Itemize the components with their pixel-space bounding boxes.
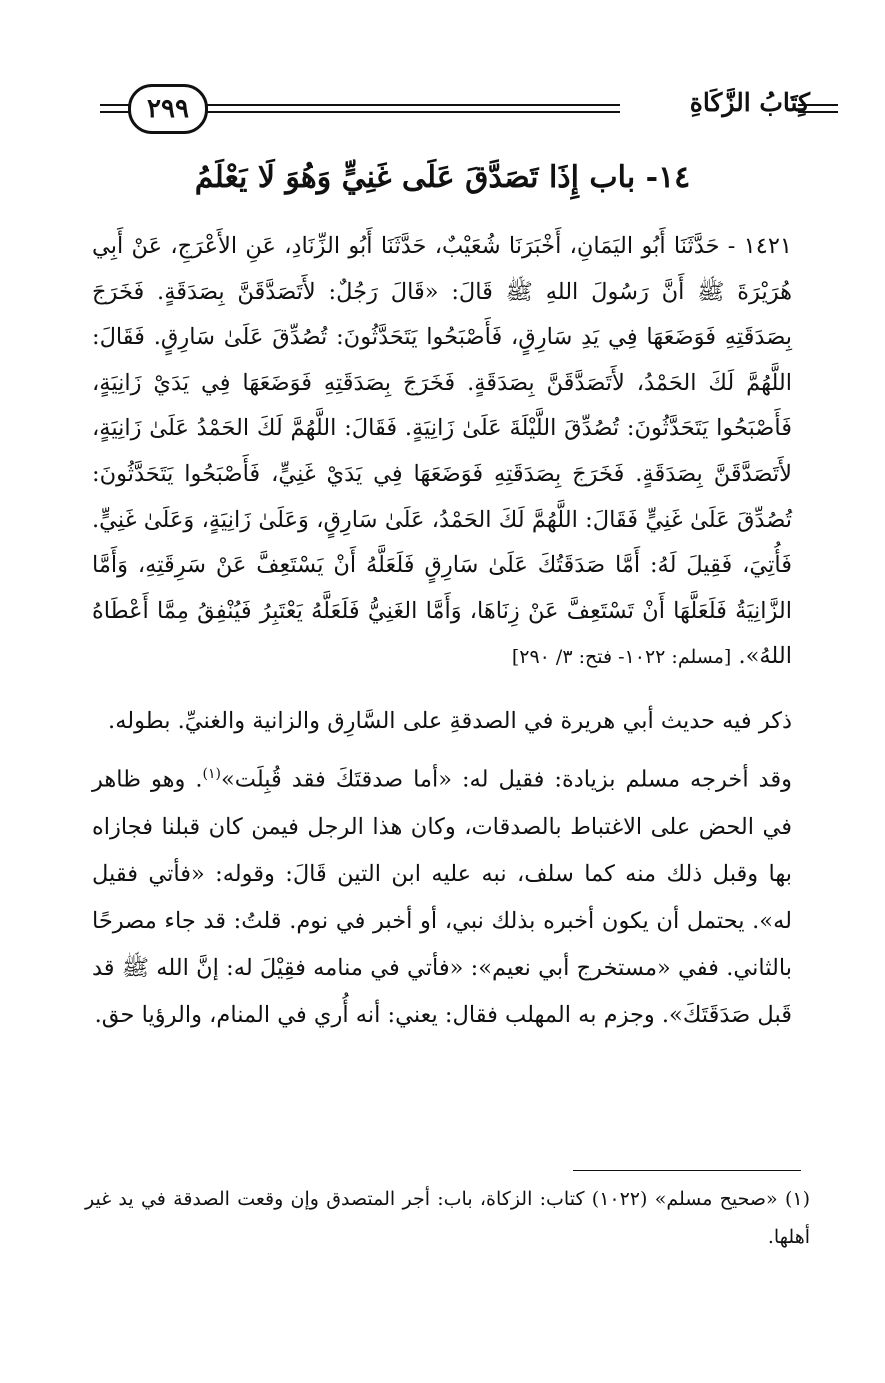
commentary-text: وقد أخرجه مسلم بزيادة: فقيل له: «أما صدقتَكَ فقد قُبِلَت» bbox=[220, 766, 792, 793]
commentary-text: . وهو ظاهر في الحض على الاغتباط بالصدقات، وكان هذا الرجل فيمن كان قبلنا فجازاه بها وقبل ذلك منه كما سلف، نبه عليه ابن التين قَالَ: وقوله: «فأتي فقيل له». يحتمل أن يكون أخبره بذلك نبي، أو أخبر في نوم. قلتُ: قد جاء مصرحًا بالثاني. ففي «مستخرج أبي نعيم»: «فأتي في منامه فقِيْلَ له: إنَّ الله ﷺ قد قَبل صَدَقَتَكَ». وجزم به المهلب فقال: يعني: أنه أُري في المنام، والرؤيا حق. bbox=[92, 766, 792, 1028]
page-number: ٢٩٩ bbox=[128, 84, 208, 134]
commentary-block bbox=[92, 698, 792, 1039]
hadith-reference: [مسلم: ١٠٢٢- فتح: ٣/ ٢٩٠] bbox=[511, 646, 732, 669]
header-rule bbox=[200, 104, 620, 113]
book-title: كِتَابُ الزَّكَاةِ bbox=[689, 88, 810, 117]
footnote-marker[interactable]: (١) bbox=[202, 766, 221, 782]
footnote bbox=[85, 1180, 810, 1256]
footnote-text: (١) «صحيح مسلم» (١٠٢٢) كتاب: الزكاة، باب: أجر المتصدق وإن وقعت الصدقة في يد غير أهلها. bbox=[85, 1188, 811, 1248]
footnote-separator bbox=[573, 1170, 801, 1171]
chapter-title: ١٤- باب إِذَا تَصَدَّقَ عَلَى غَنِيٍّ وَهُوَ لَا يَعْلَمُ bbox=[194, 160, 691, 195]
hadith-block bbox=[92, 224, 792, 681]
header-rule bbox=[100, 104, 130, 113]
commentary-paragraph: ذكر فيه حديث أبي هريرة في الصدقةِ على السَّارِق والزانية والغنيِّ. بطوله. bbox=[108, 708, 792, 734]
running-header bbox=[100, 82, 820, 134]
commentary-paragraph bbox=[92, 751, 792, 1039]
hadith-text: ١٤٢١ - حَدَّثَنَا أَبُو اليَمَانِ، أَخْبَرَنَا شُعَيْبٌ، حَدَّثَنَا أَبُو الزِّنَادِ، عَنِ الأَعْرَجِ، عَنْ أَبِي هُرَيْرَةَ ﷺ أَنَّ رَسُولَ اللهِ ﷺ قَالَ: «قَالَ رَجُلٌ: لأَتَصَدَّقَنَّ بِصَدَقَةٍ. فَخَرَجَ بِصَدَقَتِهِ فَوَضَعَهَا فِي يَدِ سَارِقٍ، فَأَصْبَحُوا يَتَحَدَّثُونَ: تُصُدِّقَ عَلَىٰ سَارِقٍ. فَقَالَ: اللَّهُمَّ لَكَ الحَمْدُ، لأَتَصَدَّقَنَّ بِصَدَقَةٍ. فَخَرَجَ بِصَدَقَتِهِ فَوَضَعَهَا فِي يَدَيْ زَانِيَةٍ، فَأَصْبَحُوا يَتَحَدَّثُونَ: تُصُدِّقَ اللَّيْلَةَ عَلَىٰ زَانِيَةٍ. فَقَالَ: اللَّهُمَّ لَكَ الحَمْدُ عَلَىٰ زَانِيَةٍ، لأَتَصَدَّقَنَّ بِصَدَقَةٍ. فَخَرَجَ بِصَدَقَتِهِ فَوَضَعَهَا فِي يَدَيْ غَنِيٍّ، فَأَصْبَحُوا يَتَحَدَّثُونَ: تُصُدِّقَ عَلَىٰ غَنِيٍّ فَقَالَ: اللَّهُمَّ لَكَ الحَمْدُ، عَلَىٰ سَارِقٍ، وَعَلَىٰ زَانِيَةٍ، وَعَلَىٰ غَنِيٍّ. فَأُتِيَ، فَقِيلَ لَهُ: أَمَّا صَدَقَتُكَ عَلَىٰ سَارِقٍ فَلَعَلَّهُ أَنْ يَسْتَعِفَّ عَنْ سَرِقَتِهِ، وَأَمَّا الزَّانِيَةُ فَلَعَلَّهَا أَنْ تَسْتَعِفَّ عَنْ زِنَاهَا، وَأَمَّا الغَنِيُّ فَلَعَلَّهُ يَعْتَبِرُ فَيُنْفِقُ مِمَّا أَعْطَاهُ اللهُ». bbox=[92, 233, 792, 670]
